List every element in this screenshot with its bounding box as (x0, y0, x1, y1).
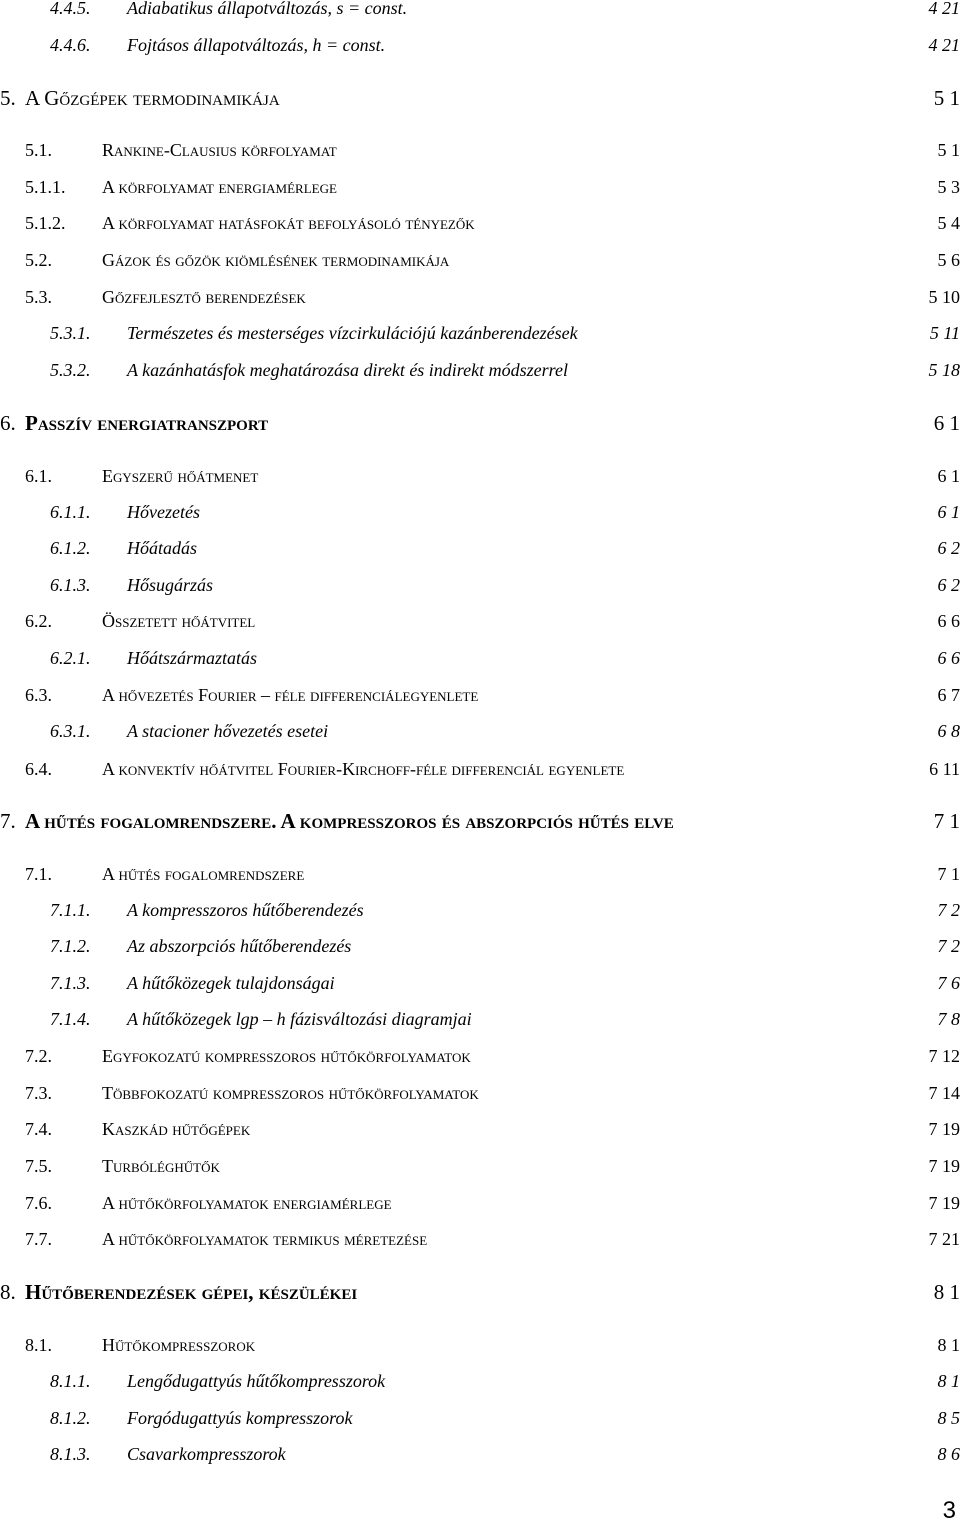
toc-entry[interactable] (0, 1224, 960, 1254)
page-number: 3 (942, 1497, 956, 1524)
toc-entry[interactable] (0, 680, 960, 710)
toc-entry[interactable] (0, 318, 960, 348)
toc-entry-page: 6 7 (937, 685, 960, 705)
toc-entry-number: 8.1.1. (50, 1371, 91, 1391)
toc-entry-number: 6.3.1. (50, 721, 91, 741)
toc-entry[interactable] (0, 83, 960, 113)
toc-entry-number: 6.3. (25, 685, 52, 705)
toc-entry[interactable] (0, 208, 960, 238)
toc-entry-number: 5.2. (25, 250, 52, 270)
toc-entry-page: 6 1 (933, 411, 960, 435)
toc-entry-page: 5 10 (928, 287, 960, 307)
toc-entry[interactable] (0, 1151, 960, 1181)
toc-entry-title: Passzív energiatranszport (25, 411, 269, 435)
toc-entry-title: A hővezetés Fourier – féle differenciálegyenlete (102, 685, 479, 705)
toc-entry-page: 8 6 (937, 1444, 960, 1464)
toc-entry-title: Hősugárzás (127, 575, 214, 595)
toc-entry[interactable] (0, 643, 960, 673)
toc-entry[interactable] (0, 282, 960, 312)
toc-entry[interactable] (0, 570, 960, 600)
toc-entry[interactable] (0, 1114, 960, 1144)
toc-entry-number: 7.1. (25, 864, 52, 884)
toc-entry[interactable] (0, 497, 960, 527)
toc-entry-title: Egyfokozatú kompresszoros hűtőkörfolyamatok (102, 1046, 471, 1066)
toc-entry-number: 7.5. (25, 1156, 52, 1176)
toc-entry-number: 6.1.1. (50, 502, 91, 522)
toc-entry-title: Hűtőkompresszorok (102, 1335, 256, 1355)
toc-entry[interactable] (0, 533, 960, 563)
toc-entry-number: 6.2.1. (50, 648, 91, 668)
toc-entry-number: 6.2. (25, 611, 52, 631)
toc-entry-title: A stacioner hővezetés esetei (127, 721, 329, 741)
toc-entry-number: 7.1.2. (50, 936, 91, 956)
toc-entry-page: 7 2 (937, 936, 960, 956)
toc-entry-page: 6 11 (929, 759, 960, 779)
toc-entry-page: 6 2 (937, 575, 960, 595)
toc-entry-page: 7 1 (937, 864, 960, 884)
toc-entry-title: Hőátszármaztatás (127, 648, 258, 668)
toc-entry-title: Lengődugattyús hűtőkompresszorok (127, 1371, 386, 1391)
toc-entry-number: 6.1.2. (50, 538, 91, 558)
toc-entry[interactable] (0, 895, 960, 925)
toc-entry-page: 7 2 (937, 900, 960, 920)
toc-entry-page: 7 1 (933, 809, 960, 833)
toc-entry-title: A konvektív hőátvitel Fourier-Kirchoff-féle differenciál egyenlete (102, 759, 625, 779)
toc-entry-title: Gázok és gőzök kiömlésének termodinamikája (102, 250, 450, 270)
toc-entry-number: 6.1.3. (50, 575, 91, 595)
toc-entry[interactable] (0, 931, 960, 961)
toc-entry-page: 7 19 (928, 1156, 960, 1176)
toc-entry-page: 5 1 (933, 86, 960, 110)
toc-entry-title: A kazánhatásfok meghatározása direkt és indirekt módszerrel (127, 360, 568, 380)
toc-entry[interactable] (0, 1439, 960, 1469)
toc-entry-page: 8 5 (937, 1408, 960, 1428)
toc-entry-page: 4 21 (928, 0, 960, 18)
toc-entry-page: 6 8 (937, 721, 960, 741)
toc-entry-title: A hűtőközegek tulajdonságai (127, 973, 335, 993)
toc-entry[interactable] (0, 1078, 960, 1108)
toc-entry-page: 7 8 (937, 1009, 960, 1029)
toc-entry[interactable] (0, 172, 960, 202)
toc-entry-title: Hőátadás (127, 538, 198, 558)
toc-entry-page: 5 6 (937, 250, 960, 270)
toc-entry-number: 4.4.5. (50, 0, 91, 18)
toc-entry-title: A körfolyamat hatásfokát befolyásoló tényezők (102, 213, 475, 233)
toc-entry-page: 7 14 (928, 1083, 960, 1103)
toc-entry-number: 5. (0, 86, 16, 110)
toc-entry-title: A hűtés fogalomrendszere (102, 864, 305, 884)
toc-entry-page: 7 19 (928, 1119, 960, 1139)
toc-entry-number: 4.4.6. (50, 35, 91, 55)
toc-entry-number: 7.1.4. (50, 1009, 91, 1029)
toc-entry[interactable] (0, 754, 960, 784)
toc-entry-title: A hűtőkörfolyamatok termikus méretezése (102, 1229, 428, 1249)
toc-entry-page: 5 3 (937, 177, 960, 197)
toc-entry-number: 7. (0, 809, 16, 833)
toc-entry-title: Természetes és mesterséges vízcirkulációjú kazánberendezések (127, 323, 578, 343)
toc-entry[interactable] (0, 1330, 960, 1360)
toc-entry-page: 5 1 (937, 140, 960, 160)
toc-entry-title: Gőzfejlesztő berendezések (102, 287, 306, 307)
toc-entry[interactable] (0, 1041, 960, 1071)
toc-entry-title: A hűtőkörfolyamatok energiamérlege (102, 1193, 392, 1213)
toc-entry[interactable] (0, 355, 960, 385)
toc-entry-page: 8 1 (933, 1280, 960, 1304)
toc-entry-page: 6 1 (937, 466, 960, 486)
toc-entry[interactable] (0, 859, 960, 889)
toc-entry-title: Csavarkompresszorok (127, 1444, 286, 1464)
toc-entry-number: 8.1.2. (50, 1408, 91, 1428)
toc-entry-number: 5.1. (25, 140, 52, 160)
toc-entry-title: Összetett hőátvitel (102, 611, 256, 631)
toc-entry-page: 4 21 (928, 35, 960, 55)
toc-entry-title: Az abszorpciós hűtőberendezés (127, 936, 352, 956)
toc-entry-number: 6. (0, 411, 16, 435)
toc-entry-title: Egyszerű hőátmenet (102, 466, 259, 486)
toc-entry-title: Rankine-Clausius körfolyamat (102, 140, 337, 160)
toc-entry-title: Adiabatikus állapotváltozás, s = const. (127, 0, 408, 18)
toc-entry-title: A körfolyamat energiamérlege (102, 177, 337, 197)
toc-entry-page: 5 4 (937, 213, 960, 233)
toc-entry-number: 7.6. (25, 1193, 52, 1213)
toc-entry-title: Többfokozatú kompresszoros hűtőkörfolyamatok (102, 1083, 479, 1103)
toc-entry[interactable] (0, 135, 960, 165)
toc-entry-page: 6 6 (937, 648, 960, 668)
toc-entry-number: 5.3.2. (50, 360, 91, 380)
toc-entry-page: 8 1 (937, 1335, 960, 1355)
toc-entry[interactable] (0, 1366, 960, 1396)
toc-entry-page: 5 18 (928, 360, 960, 380)
toc-entry[interactable] (0, 0, 960, 23)
toc-entry-number: 5.1.1. (25, 177, 66, 197)
toc-entry[interactable] (0, 30, 960, 60)
toc-entry-page: 7 21 (928, 1229, 960, 1249)
toc-entry[interactable] (0, 1403, 960, 1433)
toc-entry-number: 7.2. (25, 1046, 52, 1066)
toc-entry-title: Kaszkád hűtőgépek (102, 1119, 251, 1139)
toc-entry-number: 7.1.1. (50, 900, 91, 920)
toc-entry-number: 6.4. (25, 759, 52, 779)
toc-entry-title: A kompresszoros hűtőberendezés (127, 900, 364, 920)
toc-entry-page: 8 1 (937, 1371, 960, 1391)
toc-entry-title: Forgódugattyús kompresszorok (127, 1408, 353, 1428)
toc-entry-title: Hűtőberendezések gépei, készülékei (25, 1280, 358, 1304)
toc-entry-page: 6 6 (937, 611, 960, 631)
toc-entry-page: 7 19 (928, 1193, 960, 1213)
toc-entry-title: A hűtés fogalomrendszere. A kompresszoros és abszorpciós hűtés elve (25, 809, 674, 833)
toc-entry-number: 8.1.3. (50, 1444, 91, 1464)
toc-entry-page: 7 6 (937, 973, 960, 993)
toc-entry-number: 7.1.3. (50, 973, 91, 993)
toc-entry-number: 5.3.1. (50, 323, 91, 343)
toc-entry-number: 5.1.2. (25, 213, 66, 233)
toc-entry-page: 6 1 (937, 502, 960, 522)
toc-entry[interactable] (0, 1004, 960, 1034)
toc-entry-title: A hűtőközegek lgp – h fázisváltozási diagramjai (127, 1009, 472, 1029)
toc-entry-number: 6.1. (25, 466, 52, 486)
toc-entry-number: 7.7. (25, 1229, 52, 1249)
toc-entry-title: Fojtásos állapotváltozás, h = const. (127, 35, 386, 55)
toc-entry-page: 6 2 (937, 538, 960, 558)
toc-entry[interactable] (0, 408, 960, 438)
toc-entry[interactable] (0, 245, 960, 275)
toc-entry[interactable] (0, 1188, 960, 1218)
toc-entry-number: 7.3. (25, 1083, 52, 1103)
toc-entry-title: Hővezetés (127, 502, 200, 522)
toc-entry-number: 8. (0, 1280, 16, 1304)
toc-entry-number: 7.4. (25, 1119, 52, 1139)
toc-entry-title: A Gőzgépek termodinamikája (25, 86, 280, 110)
toc-entry-number: 8.1. (25, 1335, 52, 1355)
toc-entry[interactable] (0, 806, 960, 836)
toc-entry[interactable] (0, 606, 960, 636)
toc-entry-number: 5.3. (25, 287, 52, 307)
toc-entry-page: 7 12 (928, 1046, 960, 1066)
toc-entry[interactable] (0, 461, 960, 491)
toc-entry-title: Turbóléghűtők (102, 1156, 220, 1176)
toc-entry[interactable] (0, 968, 960, 998)
toc-entry[interactable] (0, 1277, 960, 1307)
toc-entry[interactable] (0, 716, 960, 746)
toc-entry-page: 5 11 (929, 323, 960, 343)
